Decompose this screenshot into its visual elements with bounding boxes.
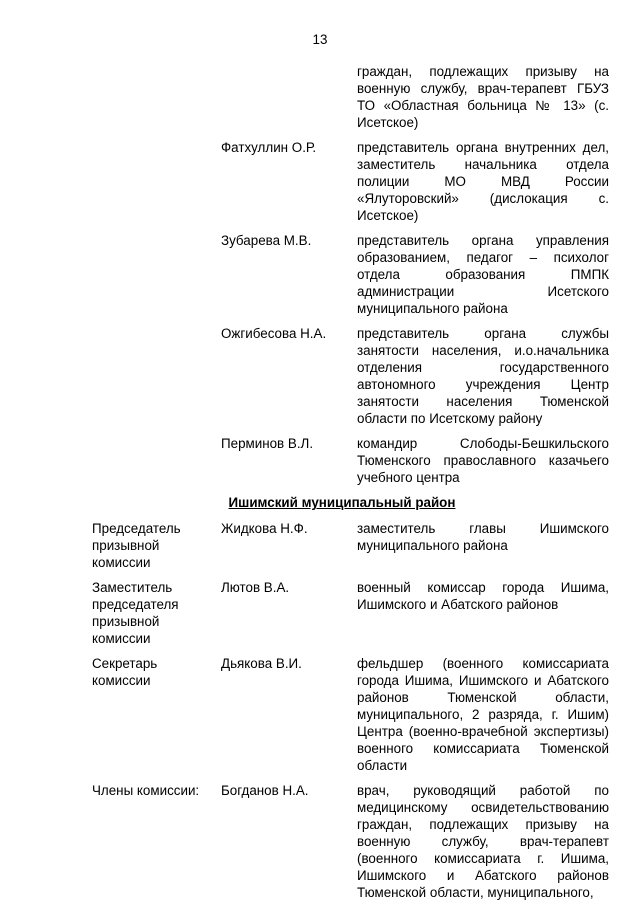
commission-list (0, 63, 640, 901)
member-row (0, 655, 640, 774)
member-name: Ожгибесова Н.А. (221, 326, 327, 341)
member-description: врач, руководящий работой по медицинскому освидетельствованию граждан, подлежащих призыву на военную службу, врач-терапевт (военного комиссариата г. Ишима, Ишимского и Абатского районов Тюменской области, муниципального, (357, 783, 609, 900)
member-name: Зубарева М.В. (221, 233, 312, 248)
member-name: Лютов В.А. (221, 580, 290, 595)
member-description: представитель органа службы занятости населения, и.о.начальника отделения государственного автономного учреждения Центр занятости населения Тюменской области по Исетскому району (357, 326, 609, 426)
member-role: Заместитель председателя призывной комиссии (92, 580, 179, 646)
member-row (0, 63, 640, 131)
member-row (0, 579, 640, 647)
member-name: Жидкова Н.Ф. (221, 521, 308, 536)
member-name: Фатхуллин О.Р. (221, 140, 317, 155)
member-description: граждан, подлежащих призыву на военную службу, врач-терапевт ГБУЗ ТО «Областная больница № 13» (с. Исетское) (357, 64, 609, 130)
member-role: Председатель призывной комиссии (92, 521, 181, 570)
member-row (0, 139, 640, 224)
member-description: военный комиссар города Ишима, Ишимского и Абатского районов (357, 580, 609, 612)
member-description: командир Слободы-Бешкильского Тюменского православного казачьего учебного центра (357, 436, 609, 485)
member-description: фельдшер (военного комиссариата города Ишима, Ишимского и Абатского районов Тюменской области, муниципального, 2 разряда, г. Ишим) Центра (военно-врачебной экспертизы) военного комиссариата Тюменской области (357, 656, 609, 773)
page-number: 13 (312, 32, 328, 47)
member-description: представитель органа внутренних дел, заместитель начальника отдела полиции МО МВД России «Ялуторовский» (дислокация с. Исетское) (357, 140, 609, 223)
member-role: Секретарь комиссии (92, 656, 158, 688)
member-row (0, 520, 640, 571)
member-row (0, 782, 640, 901)
member-row (0, 325, 640, 427)
member-row (0, 435, 640, 486)
member-name: Дьякова В.И. (221, 656, 302, 671)
member-description: заместитель главы Ишимского муниципального района (357, 521, 609, 553)
section-title: Ишимский муниципальный район (228, 495, 456, 510)
member-description: представитель органа управления образованием, педагог – психолог отдела образования ПМПК администрации Исетского муниципального района (357, 233, 609, 316)
member-role: Члены комиссии: (92, 783, 200, 798)
member-row (0, 232, 640, 317)
member-name: Богданов Н.А. (221, 783, 309, 798)
member-name: Перминов В.Л. (221, 436, 314, 451)
